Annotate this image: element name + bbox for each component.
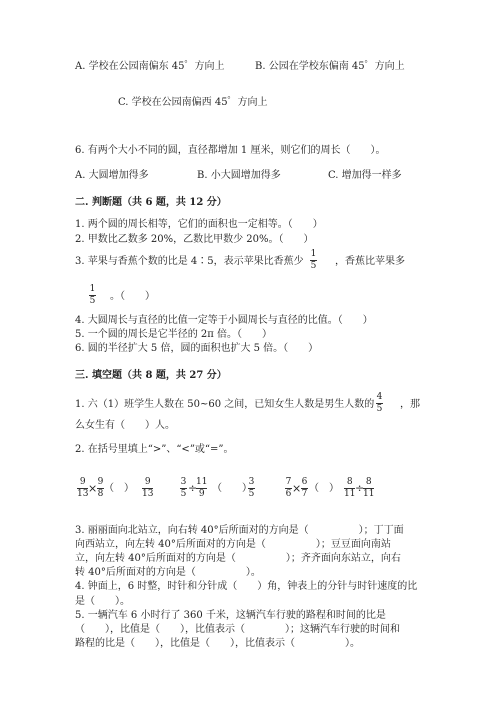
judge-q2: 2. 甲数比乙数多 20%，乙数比甲数少 20%。（ ） [75, 234, 314, 245]
judge-q3-part2: ，香蕉比苹果多 [335, 256, 405, 267]
fill-q3-line-2: 向西站立，向左转 40°后所面对的方向是（ ）；豆豆面向南站 [75, 539, 391, 550]
q6-option-b: B. 小大圆增加得多 [197, 170, 281, 181]
operator: ÷ [355, 482, 365, 495]
fill-q1-part2: ，那 [400, 399, 420, 410]
answer-blank[interactable]: （ ） [212, 483, 252, 494]
q6-option-c: C. 增加得一样多 [328, 170, 402, 181]
fraction: 11 9 [196, 477, 208, 499]
fraction: 7 6 [285, 477, 292, 499]
fill-q1-fraction: 4 5 [376, 392, 383, 414]
judge-q5: 5. 一个圆的周长是它半径的 2π 倍。（ ） [75, 329, 273, 340]
answer-blank[interactable]: （ ） [309, 483, 339, 494]
fill-q2: 2. 在括号里填上“>”、“<”或“=”。 [75, 444, 234, 455]
judge-q3-fraction-2: 1 5 [89, 284, 96, 306]
judge-q3-part3: 。（ ） [110, 291, 155, 302]
fraction: 9 8 [97, 477, 104, 499]
q5-option-c: C. 学校在公园南偏西 45゜方向上 [118, 97, 268, 108]
operator: × [88, 482, 98, 495]
judge-q3-part1: 3. 苹果与香蕉个数的比是 4∶5，表示苹果比香蕉少 [75, 256, 304, 267]
fill-q5-line-1: 5. 一辆汽车 6 小时行了 360 千米，这辆汽车行驶的路程和时间的比是 [75, 610, 386, 621]
fraction: 6 7 [301, 477, 308, 499]
q6-option-a: A. 大圆增加得多 [75, 170, 149, 181]
fill-q4-line-2: 是（ ）。 [75, 596, 130, 607]
fill-q5-line-3: 路程的比是（ ），比值是（ ），比值表示（ ）。 [75, 638, 360, 649]
fraction: 8 11 [363, 477, 375, 499]
fill-q4-line-1: 4. 钟面上，6 时整，时针和分针成（ ）角，钟表上的分针与时针速度的比 [75, 581, 418, 592]
judge-q6: 6. 圆的半径扩大 5 倍，圆的面积也扩大 5 倍。（ ） [75, 343, 319, 354]
judge-q1: 1. 两个圆的周长相等，它们的面积也一定相等。（ ） [75, 219, 323, 230]
section-2-title: 二. 判断题（共 6 题，共 12 分） [75, 197, 227, 208]
fraction: 3 5 [248, 477, 255, 499]
fill-q3-line-1: 3. 丽丽面向北站立，向右转 40°后所面对的方向是（ ）；丁丁面 [75, 525, 404, 536]
q5-option-b: B. 公园在学校东偏南 45゜方向上 [255, 61, 405, 72]
fraction: 3 5 [180, 477, 187, 499]
answer-blank[interactable]: （ ） [104, 483, 134, 494]
fill-q3-line-3: 立，向左转 40°后所面对的方向是（ ）；齐齐面向东站立，向右 [75, 553, 401, 564]
fill-q5-line-2: （ ），比值是（ ），比值表示（ ）；这辆汽车行驶的时间和 [75, 624, 400, 635]
operator: ÷ [188, 482, 198, 495]
fill-q1-part3: 么女生有（ ）人。 [75, 420, 175, 431]
fill-q3-line-4: 转 40°后所面对的方向是（ ）。 [75, 567, 261, 578]
judge-q4: 4. 大圆周长与直径的比值一定等于小圆周长与直径的比值。（ ） [75, 315, 373, 326]
q5-option-a: A. 学校在公园南偏东 45゜方向上 [75, 61, 225, 72]
operator: × [292, 482, 302, 495]
judge-q3-fraction-1: 1 5 [310, 249, 317, 271]
section-3-title: 三. 填空题（共 8 题，共 27 分） [75, 370, 227, 381]
q6-stem: 6. 有两个大小不同的圆，直径都增加 1 厘米，则它们的周长（ ）。 [75, 145, 386, 156]
fraction: 8 11 [344, 477, 356, 499]
fill-q1-part1: 1. 六（1）班学生人数在 50~60 之间，已知女生人数是男生人数的 [75, 399, 375, 410]
fraction: 9 13 [77, 477, 89, 499]
fraction: 9 13 [142, 477, 154, 499]
